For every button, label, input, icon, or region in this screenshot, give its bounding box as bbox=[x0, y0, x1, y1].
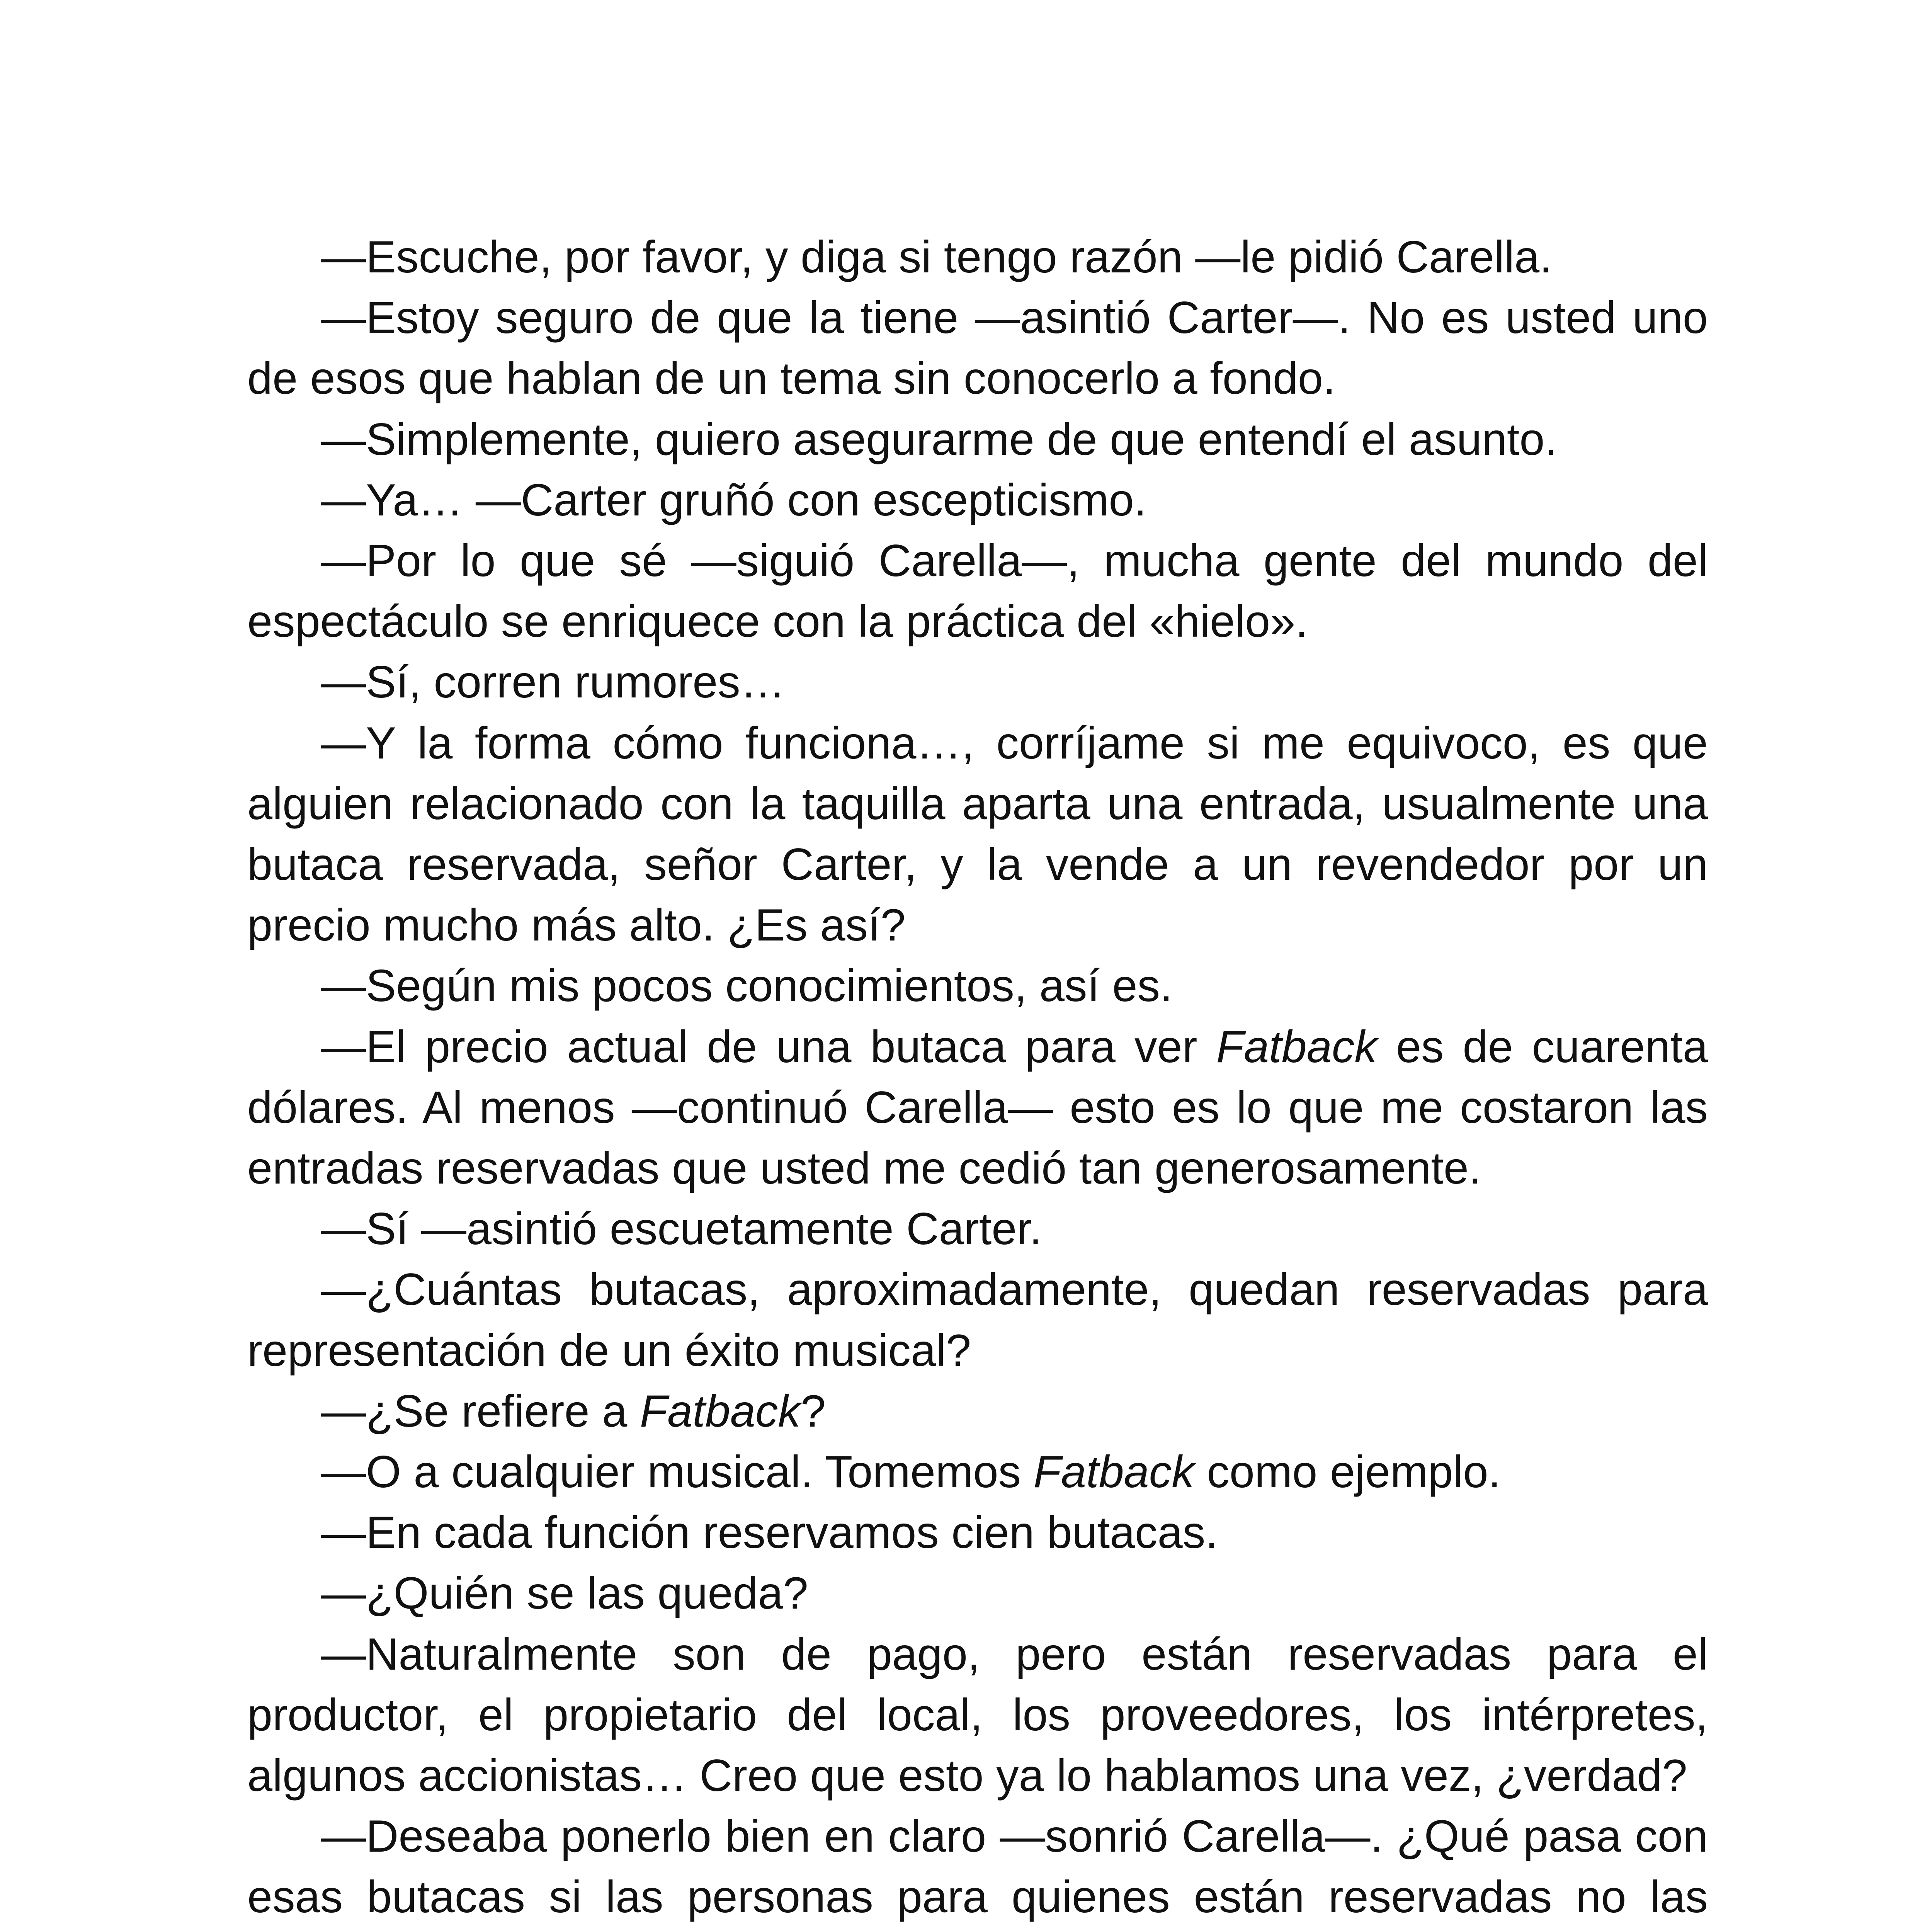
paragraph-text: —Sí, corren rumores… bbox=[321, 656, 786, 707]
paragraph-text: —Sí —asintió escuetamente Carter. bbox=[321, 1203, 1042, 1254]
paragraph-text: —Según mis pocos conocimientos, así es. bbox=[321, 960, 1173, 1011]
paragraph-text: como ejemplo. bbox=[1194, 1446, 1501, 1497]
paragraph bbox=[247, 226, 1708, 287]
paragraph-text: —¿Quién se las queda? bbox=[321, 1568, 808, 1619]
paragraph-text: —O a cualquier musical. Tomemos bbox=[321, 1446, 1034, 1497]
paragraph bbox=[247, 1624, 1708, 1806]
paragraph-text: —Estoy seguro de que la tiene —asintió Carter—. No es usted uno de esos que hablan de un tema sin conocerlo a fondo. bbox=[247, 292, 1708, 404]
paragraph bbox=[247, 713, 1708, 956]
paragraph-text: —¿Se refiere a bbox=[321, 1385, 640, 1436]
paragraph-text: —Y la forma cómo funciona…, corríjame si me equivoco, es que alguien relacionado con la taquilla aparta una entrada, usualmente una butaca reservada, señor Carter, y la vende a un revendedor por un precio mucho más alto. ¿Es así? bbox=[247, 717, 1708, 951]
body-text bbox=[247, 226, 1708, 1932]
paragraph-text: —Naturalmente son de pago, pero están reservadas para el productor, el propietario del local, los proveedores, los intérpretes, algunos accionistas… Creo que esto ya lo hablamos una vez, ¿verdad? bbox=[247, 1628, 1708, 1801]
paragraph-text: —Ya… —Carter gruñó con escepticismo. bbox=[321, 474, 1147, 525]
paragraph-text: —En cada función reservamos cien butacas. bbox=[321, 1507, 1218, 1558]
paragraph-text: —El precio actual de una butaca para ver bbox=[321, 1021, 1216, 1072]
paragraph bbox=[247, 469, 1708, 530]
paragraph-text: —Escuche, por favor, y diga si tengo razón —le pidió Carella. bbox=[321, 231, 1552, 282]
paragraph bbox=[247, 1806, 1708, 1932]
paragraph bbox=[247, 1563, 1708, 1623]
paragraph bbox=[247, 1016, 1708, 1199]
paragraph bbox=[247, 1198, 1708, 1259]
paragraph bbox=[247, 530, 1708, 651]
paragraph-text: —Simplemente, quiero asegurarme de que entendí el asunto. bbox=[321, 413, 1557, 464]
italic-title-text: Fatback bbox=[1033, 1446, 1194, 1497]
paragraph-text: —Por lo que sé —siguió Carella—, mucha gente del mundo del espectáculo se enriquece con la práctica del «hielo». bbox=[247, 535, 1708, 647]
paragraph bbox=[247, 1259, 1708, 1380]
paragraph-text: es de cuarenta dólares. Al menos —continuó Carella— esto es lo que me costaron las entradas reservadas que usted me cedió tan generosamente. bbox=[247, 1021, 1708, 1194]
paragraph bbox=[247, 409, 1708, 469]
italic-title-text: Fatback bbox=[639, 1385, 801, 1436]
paragraph-text: —Deseaba ponerlo bien en claro —sonrió Carella—. ¿Qué pasa con esas butacas si las personas para quienes están reservadas no las bbox=[247, 1811, 1708, 1922]
paragraph-text: —¿Cuántas butacas, aproximadamente, quedan reservadas para representación de un éxito musical? bbox=[247, 1264, 1708, 1376]
paragraph-text: ? bbox=[801, 1385, 826, 1436]
italic-title-text: Fatback bbox=[1216, 1021, 1377, 1072]
paragraph bbox=[247, 287, 1708, 408]
paragraph bbox=[247, 1441, 1708, 1502]
paragraph bbox=[247, 1381, 1708, 1441]
paragraph bbox=[247, 651, 1708, 712]
paragraph bbox=[247, 1502, 1708, 1563]
paragraph bbox=[247, 955, 1708, 1016]
